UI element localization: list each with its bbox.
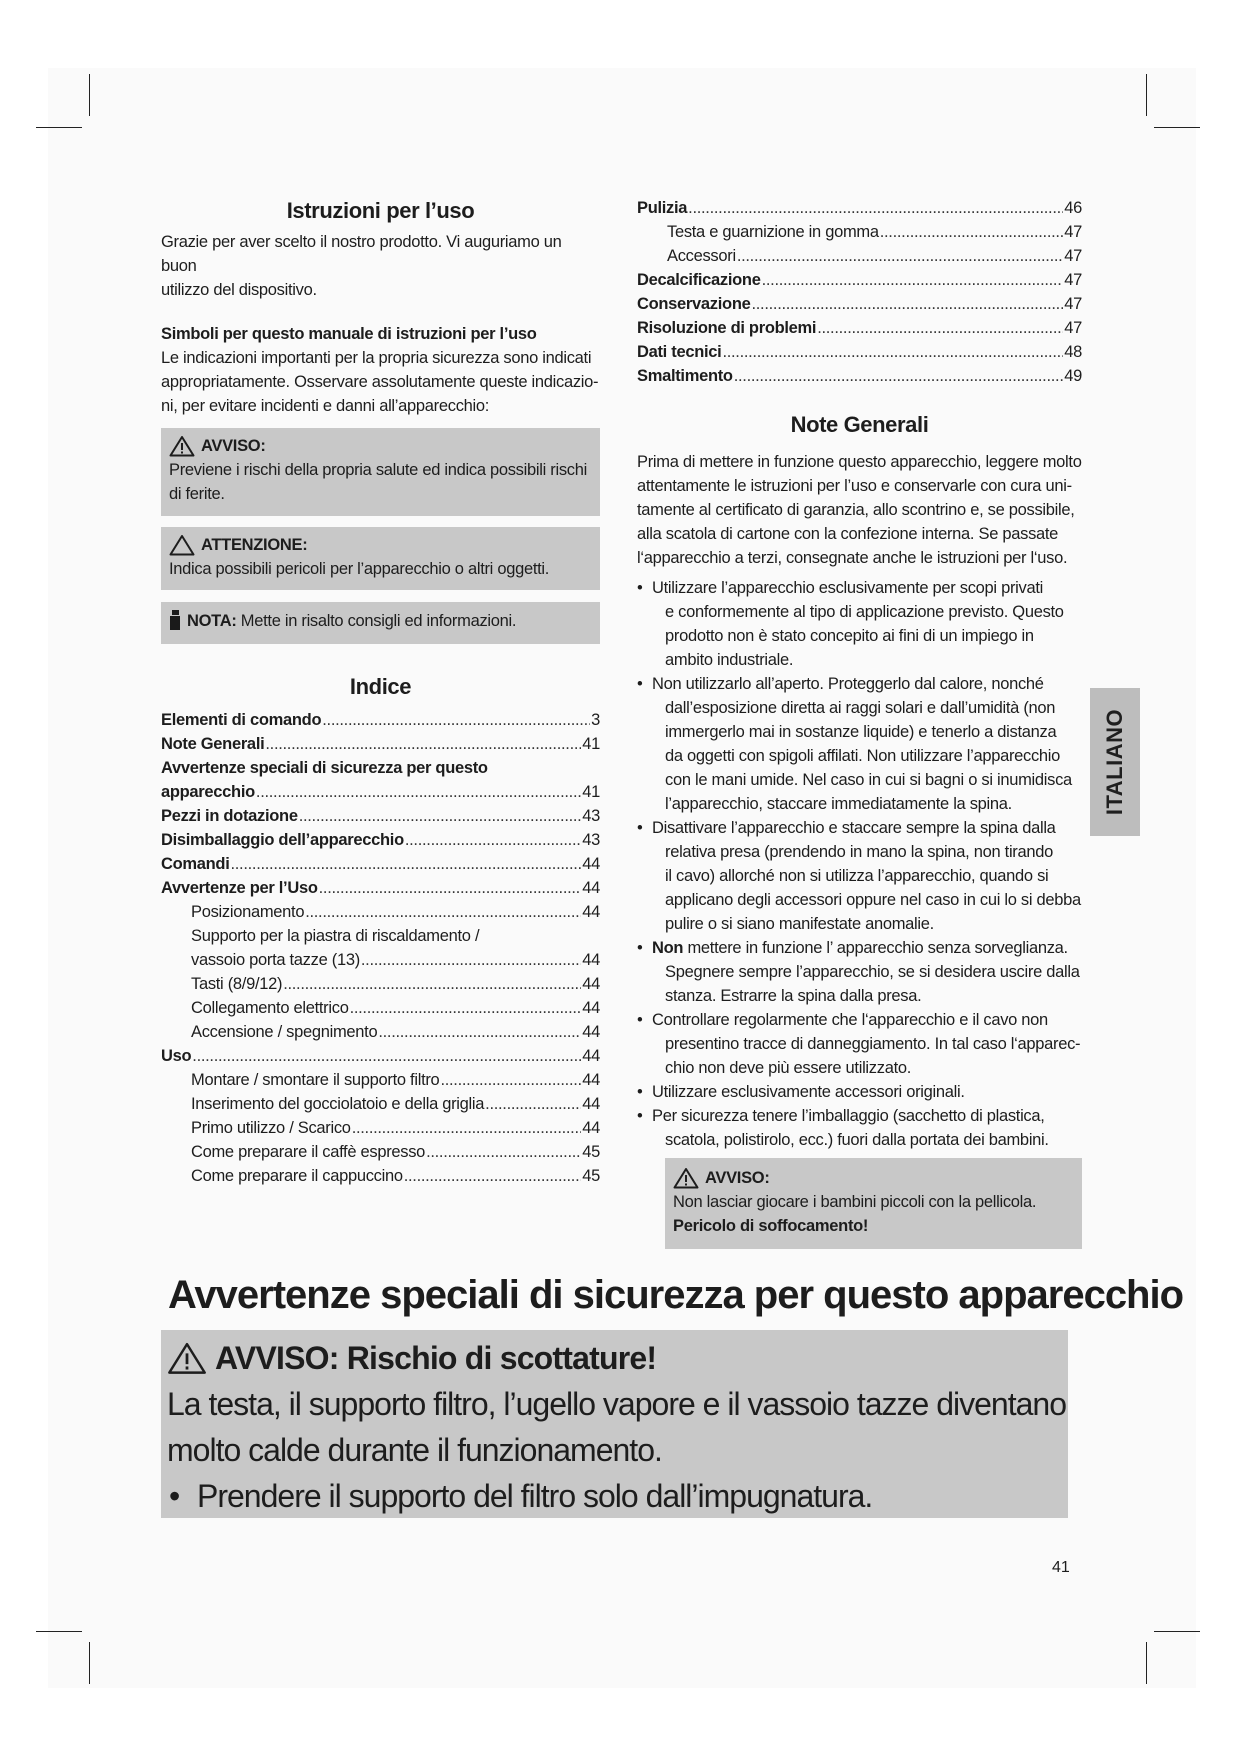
table-of-contents-continued (637, 196, 1082, 388)
toc-entry[interactable]: Come preparare il caffè espresso ..... 45 (161, 1140, 600, 1164)
suffocation-warning-box (665, 1158, 1082, 1249)
index-title: Indice (349, 674, 412, 699)
text-line: La testa, il supporto filtro, l’ugello vapore e il vassoio tazze diventano (167, 1386, 1066, 1422)
intro-paragraph (161, 230, 600, 302)
toc-entry[interactable]: Montare / smontare il supporto filtro ..... 44 (161, 1068, 600, 1092)
warning-triangle-icon (167, 1341, 207, 1375)
info-icon (169, 610, 181, 630)
toc-entry[interactable]: Collegamento elettrico ..... 44 (161, 996, 600, 1020)
caution-triangle-icon (169, 534, 195, 556)
crop-mark (1154, 127, 1200, 128)
text-line: Le indicazioni importanti per la propria sicurezza sono indicati (161, 349, 592, 367)
toc-entry[interactable]: Supporto per la piastra di riscaldamento / (191, 927, 480, 945)
toc-entry[interactable]: Uso ..... 44 (161, 1044, 600, 1068)
text-line: Pericolo di soffocamento! (673, 1217, 869, 1235)
note-box (161, 602, 600, 644)
text-line: ni, per evitare incidenti e danni all’apparecchio: (161, 397, 490, 415)
crop-mark (1146, 74, 1147, 116)
crop-mark (1146, 1642, 1147, 1684)
language-tab (1090, 688, 1140, 836)
table-of-contents (161, 708, 600, 1188)
toc-entry[interactable]: apparecchio ..... 41 (161, 780, 600, 804)
list-item: • Prendere il supporto del filtro solo dall’impugnatura. (167, 1473, 1068, 1519)
page-number: 41 (1052, 1559, 1070, 1576)
list-item: • Non utilizzarlo all’aperto. Proteggerlo dal calore, nonché dall’esposizione diretta ai raggi solari e dall’umidità (non immergerlo mai in sostanze liquide) e tenerlo a distanza da oggetti con spigoli affilati. Non utilizzare l’apparecchio con le mani umide. Nel caso in cui si bagni o si inumidisca l’apparecchio, staccare immediatamente la spina. (637, 672, 1082, 816)
crop-mark (1154, 1631, 1200, 1632)
crop-mark (89, 74, 90, 116)
toc-entry[interactable]: Tasti (8/9/12) ..... 44 (161, 972, 600, 996)
instructions-title: Istruzioni per l’uso (286, 198, 475, 223)
list-item: • Utilizzare l’apparecchio esclusivamente per scopi privati e conformemente al tipo di applicazione previsto. Questo prodotto non è stato concepito ai fini di un impiego in ambito industriale. (637, 576, 1082, 672)
crop-mark (36, 127, 82, 128)
toc-entry[interactable]: Accessori ..... 47 (637, 244, 1082, 268)
warning-box (161, 428, 600, 516)
toc-entry[interactable]: Posizionamento ..... 44 (161, 900, 600, 924)
scald-warning-text (167, 1381, 1068, 1519)
toc-entry[interactable]: Risoluzione di problemi ..... 47 (637, 316, 1082, 340)
crop-mark (36, 1631, 82, 1632)
list-item: • Non mettere in funzione l’ apparecchio senza sorveglianza. Spegnere sempre l’apparecchio, se si desidera uscire dalla stanza. Estrarre la spina dalla presa. (637, 936, 1082, 1008)
text-line: alla scatola di cartone con la confezione interna. Se passate (637, 525, 1059, 543)
toc-entry[interactable]: Decalcificazione ..... 47 (637, 268, 1082, 292)
note-text: Mette in risalto consigli ed informazioni. (236, 612, 517, 630)
list-item: • Utilizzare esclusivamente accessori originali. (637, 1080, 1082, 1104)
text-line: di ferite. (169, 485, 225, 503)
crop-mark (89, 1642, 90, 1684)
toc-entry[interactable]: Dati tecnici ..... 48 (637, 340, 1082, 364)
toc-entry[interactable]: Pulizia ..... 46 (637, 196, 1082, 220)
list-item: • Per sicurezza tenere l’imballaggio (sacchetto di plastica, scatola, polistirolo, ecc.) fuori dalla portata dei bambini. (637, 1104, 1082, 1152)
scald-warning-box (161, 1330, 1068, 1518)
left-column (161, 196, 600, 1188)
text-line: appropriatamente. Osservare assolutamente queste indicazio- (161, 373, 599, 391)
toc-entry[interactable]: Smaltimento ..... 49 (637, 364, 1082, 388)
list-item: • Controllare regolarmente che l‘apparecchio e il cavo non presentino tracce di danneggiamento. In tal caso l‘apparec- chio non deve più essere utilizzato. (637, 1008, 1082, 1080)
text-line: l‘apparecchio a terzi, consegnate anche le istruzioni per l‘uso. (637, 549, 1068, 567)
symbols-heading: Simboli per questo manuale di istruzioni per l’uso (161, 325, 537, 343)
caution-title-row (169, 533, 590, 557)
warning-title-row (673, 1166, 1072, 1190)
toc-entry[interactable]: Primo utilizzo / Scarico ..... 44 (161, 1116, 600, 1140)
toc-entry[interactable]: Conservazione ..... 47 (637, 292, 1082, 316)
toc-entry[interactable]: Avvertenze per l’Uso ..... 44 (161, 876, 600, 900)
text-line: Prima di mettere in funzione questo apparecchio, leggere molto (637, 453, 1082, 471)
general-notes-intro (637, 450, 1082, 570)
caution-box (161, 527, 600, 590)
toc-entry[interactable]: Testa e guarnizione in gomma ..... 47 (637, 220, 1082, 244)
safety-bullet-list (637, 576, 1082, 1152)
toc-entry[interactable]: Accensione / spegnimento ..... 44 (161, 1020, 600, 1044)
toc-entry[interactable]: Inserimento del gocciolatoio e della griglia ..... 44 (161, 1092, 600, 1116)
list-item: • Disattivare l’apparecchio e staccare sempre la spina dalla relativa presa (prendendo in mano la spina, non tirando il cavo) allorché non si utilizza l’apparecchio, quando si applicano degli accessori oppure nel caso in cui lo si debba pulire o si siano manifestate anomalie. (637, 816, 1082, 936)
toc-entry[interactable]: Pezzi in dotazione ..... 43 (161, 804, 600, 828)
right-column (637, 196, 1082, 1249)
text-line: Non lasciar giocare i bambini piccoli con la pellicola. (673, 1193, 1037, 1211)
scald-warning-title-row (167, 1335, 1068, 1381)
symbols-paragraph (161, 346, 600, 418)
text-line: utilizzo del dispositivo. (161, 281, 317, 299)
toc-entry[interactable]: Avvertenze speciali di sicurezza per questo (161, 759, 488, 777)
toc-entry[interactable]: Disimballaggio dell’apparecchio ..... 43 (161, 828, 600, 852)
warning-title: AVVISO: (705, 1169, 770, 1187)
warning-triangle-icon (673, 1167, 699, 1189)
warning-triangle-icon (169, 435, 195, 457)
special-safety-title: Avvertenze speciali di sicurezza per questo apparecchio (168, 1273, 1184, 1317)
text-line: molto calde durante il funzionamento. (167, 1432, 662, 1468)
warning-title-row (169, 434, 590, 458)
caution-title: ATTENZIONE: (201, 536, 308, 554)
text-line: tamente al certificato di garanzia, allo scontrino e, se possibile, (637, 501, 1075, 519)
scald-warning-title: AVVISO: Rischio di scottature! (215, 1340, 657, 1376)
toc-entry[interactable]: vassoio porta tazze (13) ..... 44 (161, 948, 600, 972)
text-line: Grazie per aver scelto il nostro prodotto. Vi auguriamo un buon (161, 233, 562, 275)
note-label: NOTA: (187, 612, 237, 630)
toc-entry[interactable]: Elementi di comando ..... 3 (161, 708, 600, 732)
warning-title: AVVISO: (201, 437, 266, 455)
text-line: attentamente le istruzioni per l’uso e conservarle con cura uni- (637, 477, 1072, 495)
text-line: Previene i rischi della propria salute ed indica possibili rischi (169, 461, 587, 479)
toc-entry[interactable]: Come preparare il cappuccino ..... 45 (161, 1164, 600, 1188)
language-label: ITALIANO (1102, 708, 1127, 816)
text-line: Indica possibili pericoli per l’apparecchio o altri oggetti. (169, 560, 550, 578)
toc-entry[interactable]: Comandi ..... 44 (161, 852, 600, 876)
general-notes-title: Note Generali (790, 412, 929, 437)
toc-entry[interactable]: Note Generali ..... 41 (161, 732, 600, 756)
